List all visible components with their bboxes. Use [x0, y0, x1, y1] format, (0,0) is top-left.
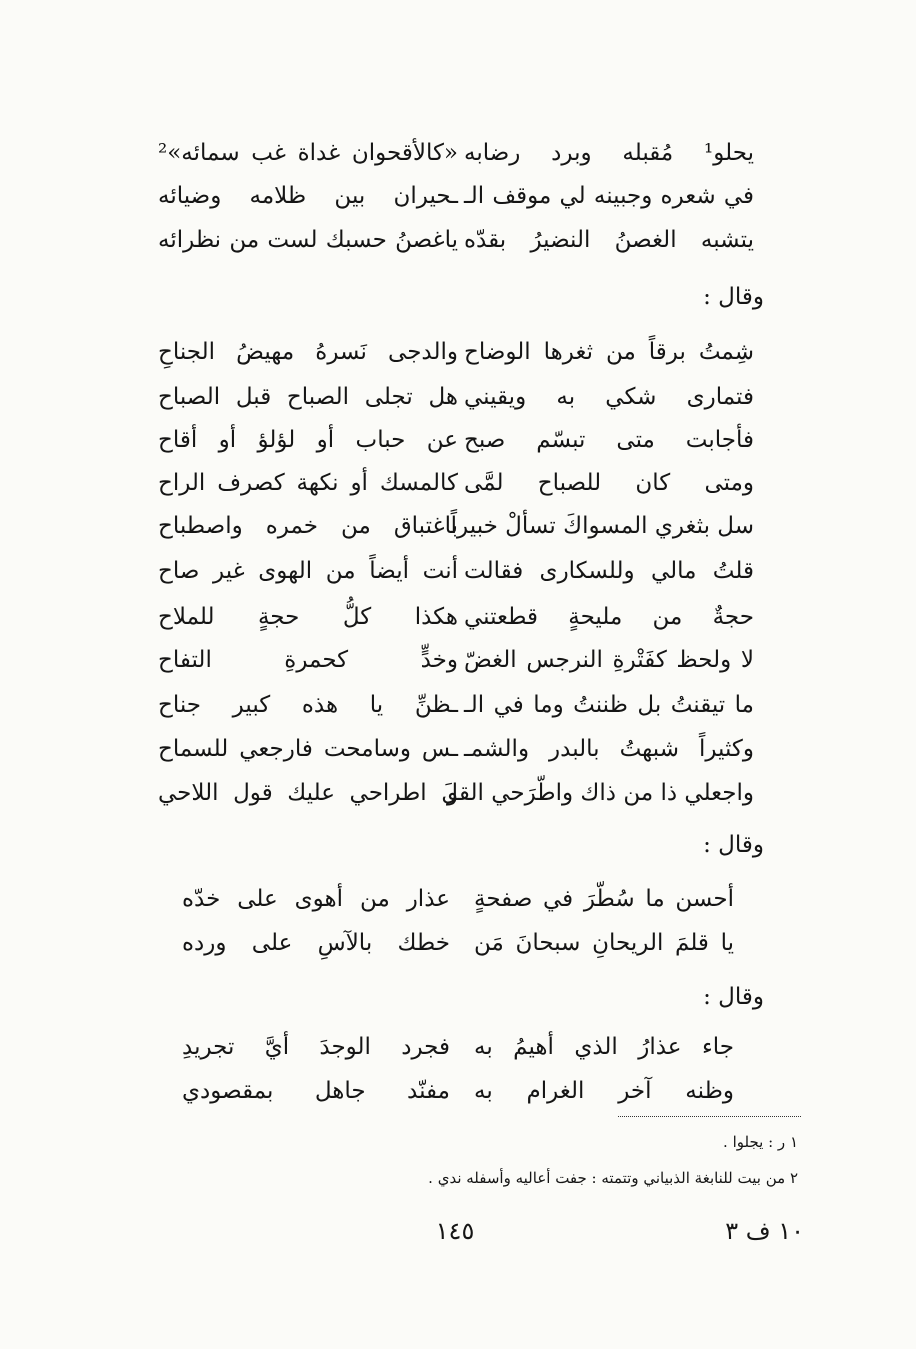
footnote-2: ٢ من بيت للنابغة الذبياني وتتمته : جفت أعاليه وأسفله ندي .: [428, 1169, 798, 1187]
verse-hemistich-2: باغتباق من خمره واصطباح: [158, 513, 458, 539]
verse-hemistich-1: ما تيقنتُ بل ظننتُ وما في الـ: [464, 692, 754, 718]
verse-hemistich-2: هكذا كلُّ حجةٍ للملاح: [158, 604, 458, 630]
verse-hemistich-2: كالمسك أو نكهة كصرف الراح: [158, 470, 458, 496]
printer-signature: ١٠ ف ٣: [725, 1217, 804, 1245]
stanza-label: وقال :: [703, 284, 764, 310]
verse-hemistich-2: هل تجلى الصباح قبل الصباح: [158, 384, 458, 410]
verse-1-hemistich-2: «كالأقحوان غداة غب سمائه»²: [158, 140, 458, 166]
verse-hemistich-2: عن حباب أو لؤلؤ أو أقاح: [158, 427, 458, 453]
verse-hemistich-2: أنت أيضاً من الهوى غير صاح: [158, 558, 458, 584]
page-number: ١٤٥: [435, 1217, 475, 1245]
verse-hemistich-2: وخدٍّ كحمرةِ التفاح: [158, 647, 458, 673]
verse-hemistich-2: ـس وسامحت فارجعي للسماح: [158, 736, 458, 762]
verse-hemistich-1: وظنه آخر الغرام به: [474, 1078, 734, 1104]
footnote-1: ١ ر : يجلوا .: [723, 1133, 798, 1151]
verse-2-hemistich-2: ـحيران بين ظلامه وضيائه: [158, 183, 458, 209]
verse-hemistich-1: سل بثغري المسواكَ تسألْ خبيراً: [450, 513, 754, 539]
verse-hemistich-2: ـظنِّ يا هذه كبير جناح: [158, 692, 458, 718]
verse-hemistich-1: قلتُ مالي وللسكارى فقالت: [464, 558, 754, 584]
verse-hemistich-2: فجرد الوجدَ أيَّ تجريدِ: [182, 1034, 450, 1060]
verse-hemistich-2: خطك بالآسِ على ورده: [182, 930, 450, 956]
verse-hemistich-1: أحسن ما سُطّرَ في صفحةٍ: [474, 886, 734, 912]
stanza-label: وقال :: [703, 984, 764, 1010]
verse-3-hemistich-2: ياغصنُ حسبك لست من نظرائه: [158, 227, 458, 253]
verse-hemistich-1: جاء عذارُ الذي أهيمُ به: [474, 1034, 734, 1060]
verse-hemistich-1: وكثيراً شبهتُ بالبدر والشمـ: [464, 736, 754, 762]
verse-hemistich-1: يا قلمَ الريحانِ سبحانَ مَن: [474, 930, 734, 956]
verse-hemistich-1: فأجابت متى تبسّم صبح: [464, 427, 754, 453]
verse-hemistich-1: شِمتُ برقاً من ثغرها الوضاح: [464, 339, 754, 365]
verse-hemistich-2: عذار من أهوى على خدّه: [182, 886, 450, 912]
verse-hemistich-1: ومتى كان للصباح لمَّى: [464, 470, 754, 496]
verse-hemistich-2: مفنّد جاهل بمقصودي: [182, 1078, 450, 1104]
verse-3-hemistich-1: يتشبه الغصنُ النضيرُ بقدّه: [464, 227, 754, 253]
verse-hemistich-1: واجعلي ذا من ذاك واطّرَحي القو: [447, 780, 754, 806]
verse-hemistich-2: والدجى نَسرهُ مهيضُ الجناحِ: [158, 339, 458, 365]
stanza-label: وقال :: [703, 832, 764, 858]
verse-hemistich-2: لَ اطراحي عليك قول اللاحي: [158, 780, 458, 806]
verse-hemistich-1: لا ولحظ كفَتْرةِ النرجس الغضّ: [464, 647, 754, 673]
verse-hemistich-1: فتمارى شكي به ويقيني: [464, 384, 754, 410]
footnote-separator: [618, 1116, 801, 1117]
verse-1-hemistich-1: يحلو¹ مُقبله وبرد رضابه: [464, 140, 754, 166]
verse-2-hemistich-1: في شعره وجبينه لي موقف الـ: [464, 183, 754, 209]
verse-hemistich-1: حجةٌ من مليحةٍ قطعتني: [464, 604, 754, 630]
